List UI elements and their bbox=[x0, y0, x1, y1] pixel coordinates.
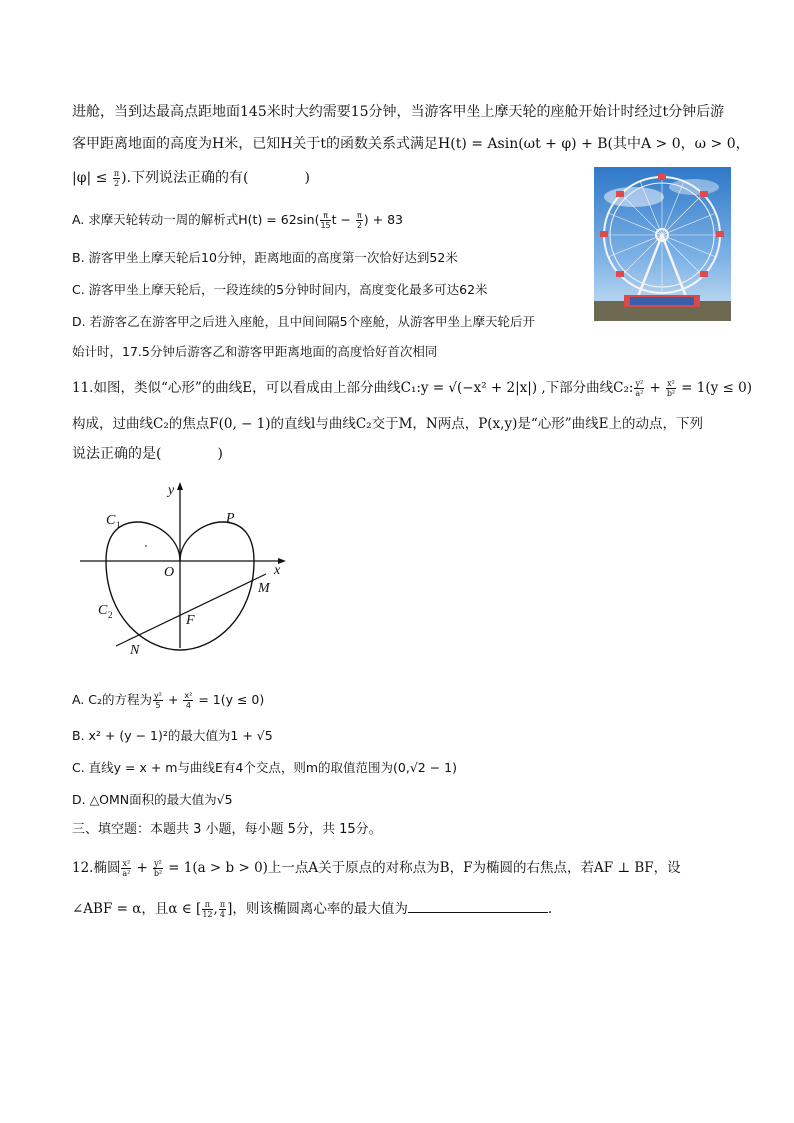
point-m-label: M bbox=[258, 581, 270, 596]
stray-dot bbox=[145, 545, 147, 547]
fraction: $\frac{\pi}{12}$ bbox=[202, 900, 213, 919]
c1-label: C bbox=[106, 513, 116, 528]
answer-blank[interactable] bbox=[408, 898, 548, 913]
y-axis-label: y bbox=[168, 483, 175, 498]
q10-text-line3 bbox=[72, 168, 310, 188]
point-n-label: N bbox=[130, 643, 140, 658]
q10-option-a: A. 求摩天轮转动一周的解析式H(t) = 62sin( $\frac{\pi}{15}$ t − $\frac{\pi}{2}$ ) + 83 bbox=[72, 211, 403, 230]
point-p-label: P bbox=[226, 511, 235, 526]
heart-curve-figure bbox=[76, 478, 292, 660]
ferris-wheel-photo bbox=[594, 167, 731, 321]
q10-phi-condition: |φ| ≤ bbox=[72, 170, 112, 186]
q11-option-b: B. x² + (y − 1)²的最大值为1 + √5 bbox=[72, 728, 273, 743]
q10-option-d-line2: 始计时，17.5分钟后游客乙和游客甲距离地面的高度恰好首次相同 bbox=[72, 344, 438, 359]
fraction: $\frac{\text{y²}}{\text{a²}}$ bbox=[635, 379, 644, 398]
y-axis-arrow bbox=[177, 482, 183, 490]
q11-option-c: C. 直线y = x + m与曲线E有4个交点，则m的取值范围为(0,√2 − 1) bbox=[72, 760, 457, 775]
line-l bbox=[116, 574, 266, 646]
section-heading-fill-in: 三、填空题：本题共 3 小题，每小题 5分，共 15分。 bbox=[72, 822, 382, 837]
origin-label: O bbox=[164, 565, 175, 580]
fraction: $\frac{\text{y²}}{5}$ bbox=[154, 691, 162, 710]
q11-text-line2: 构成，过曲线C₂的焦点F(0, − 1)的直线l与曲线C₂交于M，N两点，P(x,y)是“心形”曲线E上的动点，下列 bbox=[72, 416, 704, 432]
q12-text-line1: 12.椭圆 $\frac{\text{x²}}{\text{a²}}$ + $\frac{\text{y²}}{\text{b²}}$ = 1(a > b > 0)上一点A关于原点的对称点为B，F为椭圆的右焦点，若AF ⊥ BF，设 bbox=[72, 859, 681, 878]
fraction: $\frac{\pi}{15}$ bbox=[320, 211, 331, 230]
c1-subscript: 1 bbox=[116, 520, 121, 530]
fraction: $\frac{\text{x²}}{4}$ bbox=[184, 691, 193, 710]
q10-text-line2: 客甲距离地面的高度为H米，已知H关于t的函数关系式满足H(t) = Asin(ωt + φ) + B(其中A > 0，ω > 0， bbox=[72, 136, 750, 152]
q10-option-d-line1: D. 若游客乙在游客甲之后进入座舱，且中间间隔5个座舱，从游客甲坐上摩天轮后开 bbox=[72, 314, 536, 329]
q11-text-line1: 11.如图，类似“心形”的曲线E，可以看成由上部分曲线C₁:y = √(−x² + 2|x|) ,下部分曲线C₂: $\frac{\text{y²}}{\text{a²}}$ + $\frac{\text{x²}}{\text{b²}}$ = 1(y ≤ 0) bbox=[72, 379, 752, 398]
fraction: $\frac{\pi}{2}$ bbox=[113, 168, 120, 188]
c2-label: C bbox=[98, 603, 108, 618]
q11-option-d: D. △OMN面积的最大值为√5 bbox=[72, 792, 233, 807]
q12-text-line2: ∠ABF = α，且α ∈ [ $\frac{\pi}{12}$ , $\frac{\pi}{4}$ ]，则该椭圆离心率的最大值为 . bbox=[72, 900, 553, 919]
q10-text-line1: 进舱，当到达最高点距地面145米时大约需要15分钟，当游客甲坐上摩天轮的座舱开始计时经过t分钟后游 bbox=[72, 104, 725, 120]
q10-option-c: C. 游客甲坐上摩天轮后，一段连续的5分钟时间内，高度变化最多可达62米 bbox=[72, 282, 488, 297]
q11-option-a: A. C₂的方程为 $\frac{\text{y²}}{5}$ + $\frac{\text{x²}}{4}$ = 1(y ≤ 0) bbox=[72, 691, 265, 710]
c2-subscript: 2 bbox=[108, 610, 113, 620]
fraction: $\frac{\pi}{4}$ bbox=[219, 900, 226, 919]
fraction: $\frac{\text{x²}}{\text{a²}}$ bbox=[122, 859, 131, 878]
fraction: $\frac{\text{y²}}{\text{b²}}$ bbox=[153, 859, 163, 878]
focus-f-label: F bbox=[186, 613, 195, 628]
q10-question-prompt: ).下列说法正确的有( ) bbox=[121, 170, 310, 186]
q10-option-b: B. 游客甲坐上摩天轮后10分钟，距离地面的高度第一次恰好达到52米 bbox=[72, 250, 458, 265]
q11-text-line3: 说法正确的是( ) bbox=[72, 446, 223, 462]
fraction: $\frac{\pi}{2}$ bbox=[356, 211, 362, 230]
x-axis-label: x bbox=[274, 563, 281, 578]
fraction: $\frac{\text{x²}}{\text{b²}}$ bbox=[666, 379, 676, 398]
curve-c1 bbox=[180, 522, 254, 561]
